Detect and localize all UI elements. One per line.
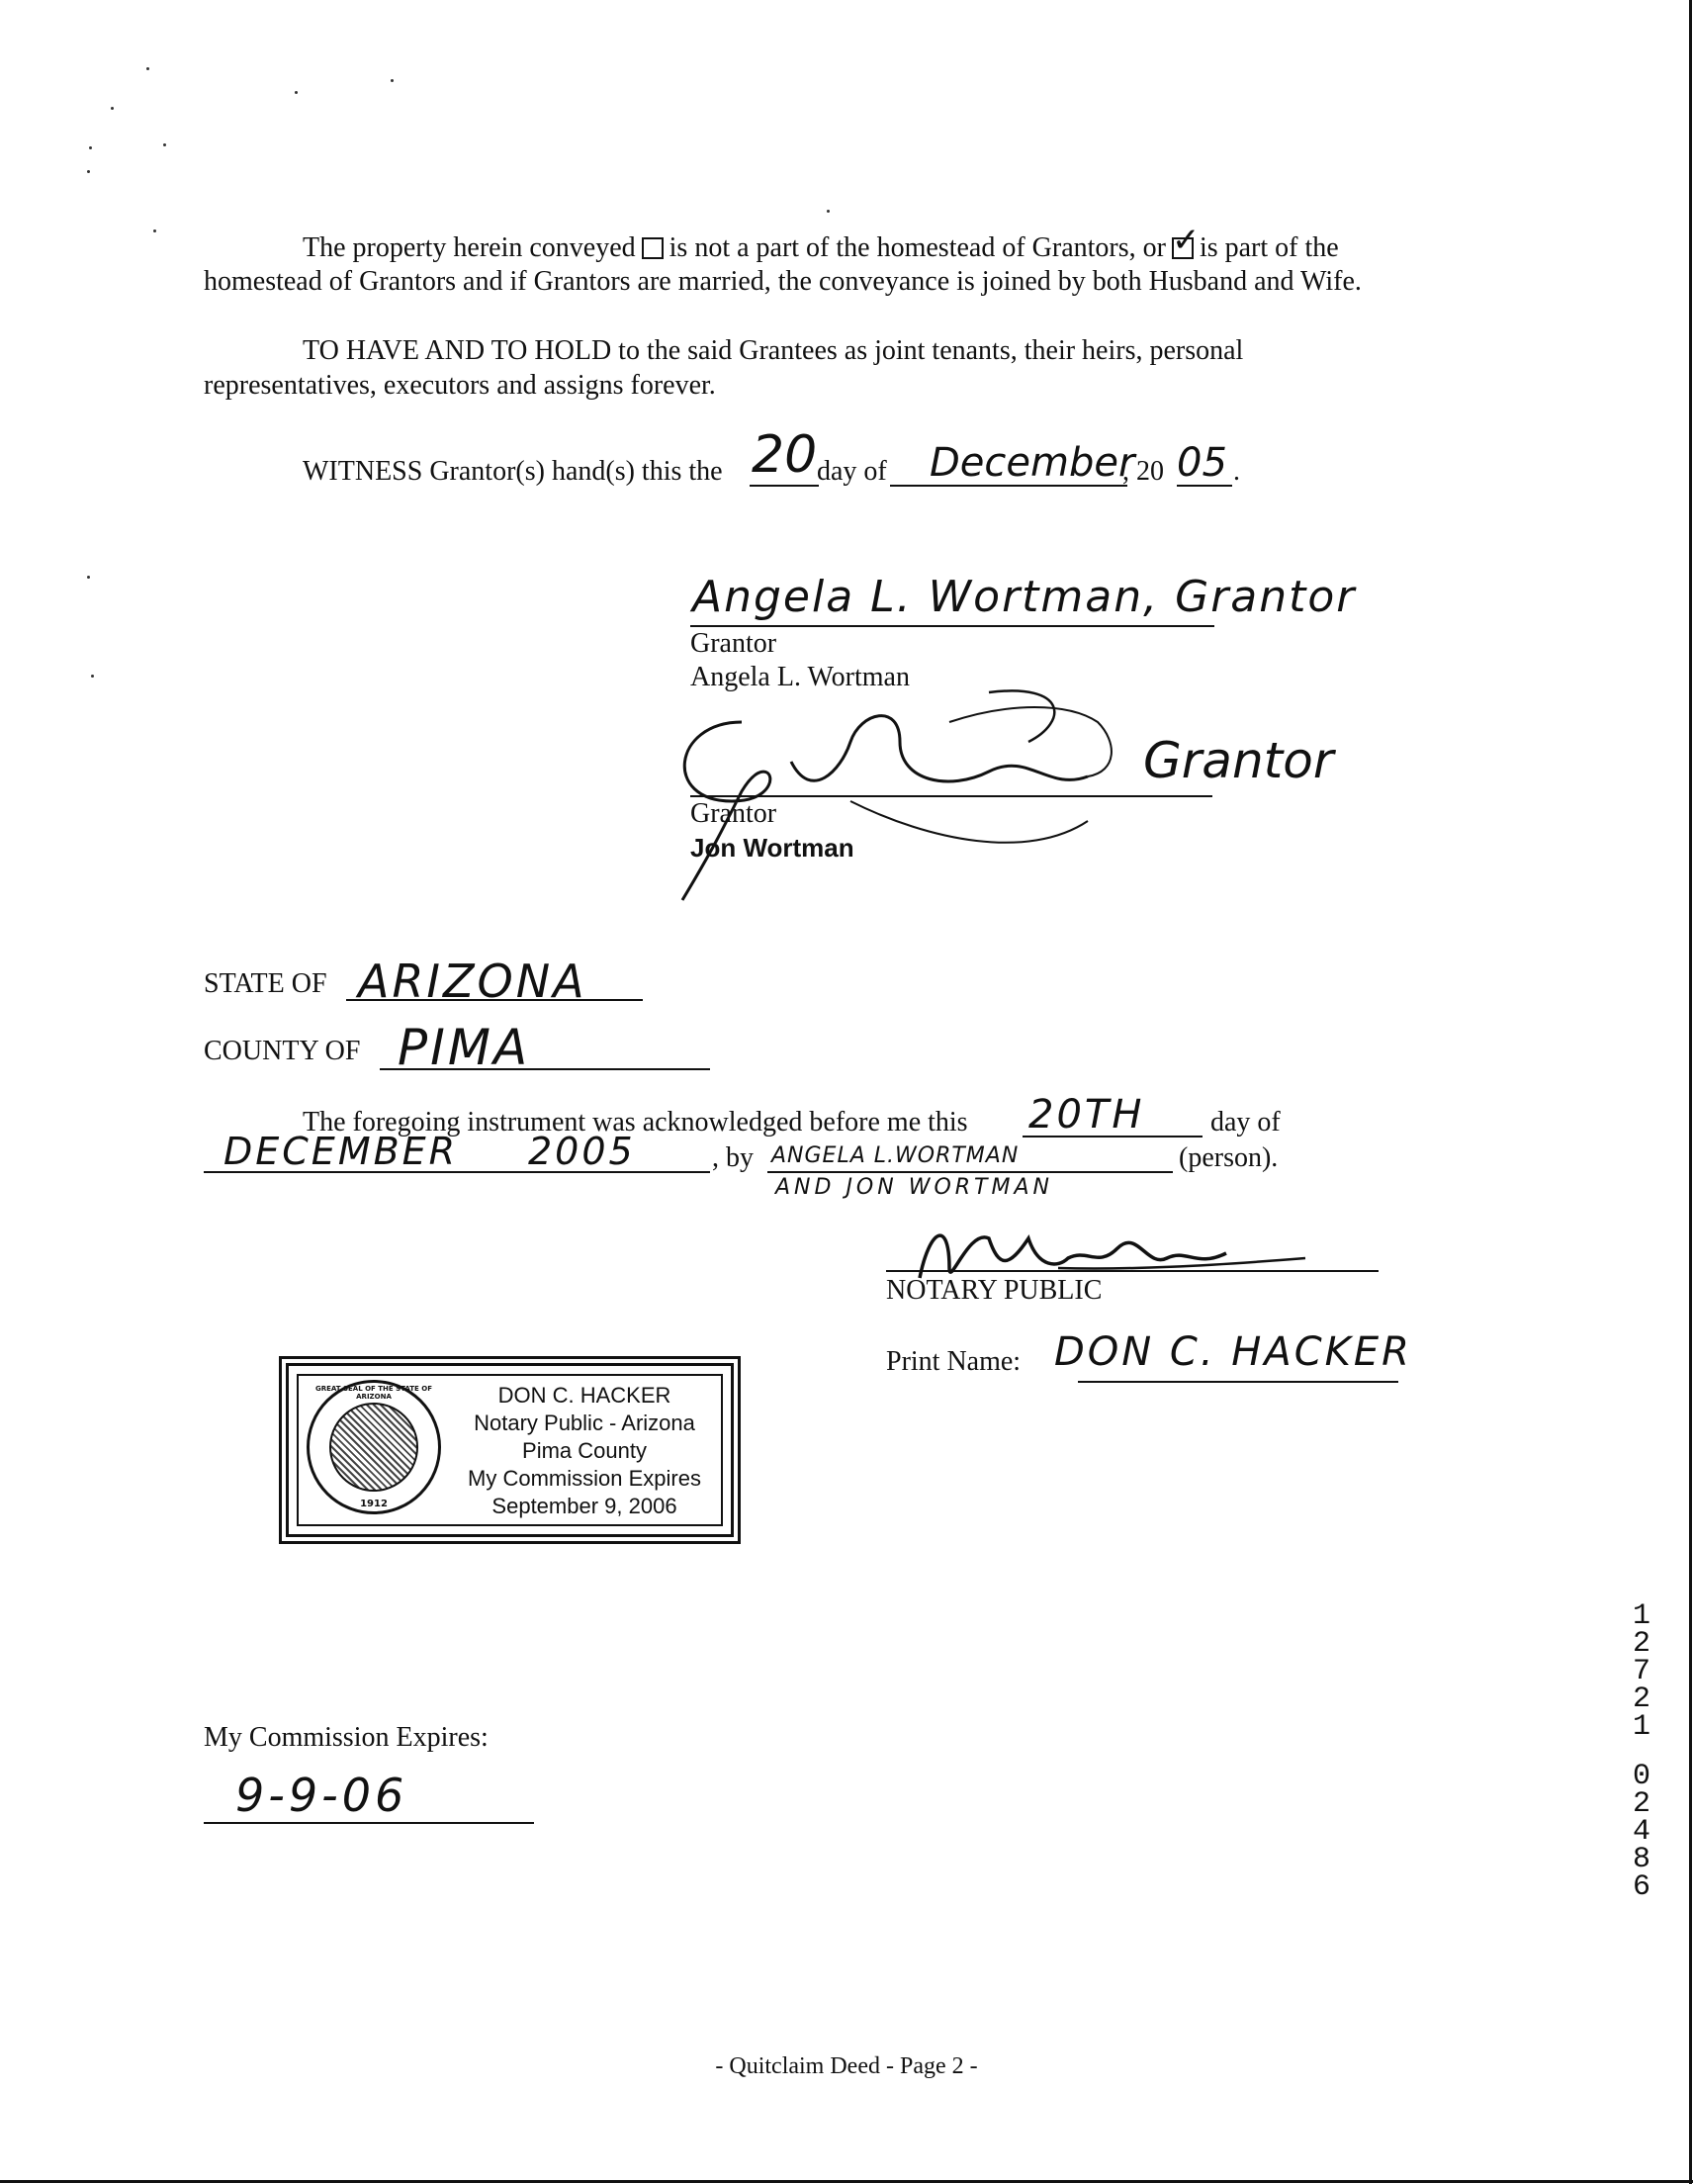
witness-end: . bbox=[1233, 456, 1240, 487]
scan-speck bbox=[146, 67, 149, 70]
county-label: COUNTY OF bbox=[204, 1036, 361, 1066]
recording-number-vertical bbox=[1622, 1599, 1661, 1904]
recording-digit: 2 bbox=[1632, 1683, 1650, 1716]
ack-person: ANGELA L.WORTMAN bbox=[771, 1143, 1020, 1168]
scan-speck bbox=[163, 143, 166, 146]
page-border-bottom bbox=[0, 2180, 1693, 2183]
page-border-right bbox=[1689, 0, 1692, 2184]
recording-digit: 2 bbox=[1632, 1627, 1650, 1661]
grantor1-label: Grantor bbox=[690, 628, 777, 659]
recording-digit: 2 bbox=[1632, 1787, 1650, 1821]
not-homestead-checkbox[interactable] bbox=[642, 237, 664, 259]
commission-line bbox=[204, 1822, 534, 1824]
notary-public-label: NOTARY PUBLIC bbox=[886, 1275, 1103, 1306]
scan-speck bbox=[391, 79, 394, 82]
is-homestead-checkbox[interactable] bbox=[1172, 237, 1194, 259]
ack-person-suffix: (person). bbox=[1179, 1142, 1279, 1173]
county-value: PIMA bbox=[398, 1019, 531, 1076]
recording-digit: 8 bbox=[1632, 1843, 1650, 1876]
seal-line-expires-date: September 9, 2006 bbox=[491, 1494, 677, 1518]
recording-digit: 7 bbox=[1632, 1655, 1650, 1688]
ack-month: DECEMBER bbox=[223, 1130, 459, 1173]
homestead-line-1 bbox=[303, 231, 1339, 265]
ack-year: 2005 bbox=[528, 1130, 636, 1173]
print-name-label: Print Name: bbox=[886, 1346, 1022, 1377]
scan-speck bbox=[295, 91, 298, 94]
witness-month: December bbox=[930, 440, 1135, 486]
seal-line-county: Pima County bbox=[522, 1438, 647, 1463]
ack-person-line bbox=[767, 1171, 1173, 1173]
witness-day: 20 bbox=[752, 425, 818, 485]
grantor1-signature: Angela L. Wortman, Grantor bbox=[692, 572, 1357, 622]
notary-signature-line bbox=[886, 1270, 1379, 1272]
state-seal-icon bbox=[307, 1380, 441, 1514]
recording-digit: 0 bbox=[1632, 1760, 1650, 1793]
ack-day-of: day of bbox=[1210, 1107, 1281, 1138]
ack-person-2: AND JON WORTMAN bbox=[775, 1175, 1053, 1200]
ack-by: , by bbox=[712, 1142, 754, 1173]
scan-speck bbox=[91, 675, 94, 678]
print-name-line bbox=[1078, 1381, 1398, 1383]
commission-value: 9-9-06 bbox=[235, 1769, 408, 1822]
state-seal-ring-text: GREAT SEAL OF THE STATE OF ARIZONA bbox=[314, 1385, 433, 1401]
commission-label: My Commission Expires: bbox=[204, 1722, 489, 1753]
recording-digit: 1 bbox=[1632, 1599, 1650, 1633]
seal-line-expires-label: My Commission Expires bbox=[468, 1466, 701, 1491]
grantor2-signature-suffix: Grantor bbox=[1143, 732, 1334, 789]
scan-speck bbox=[87, 576, 90, 579]
state-seal-center bbox=[329, 1403, 418, 1492]
homestead-text-b: is not a part of the homestead of Grantors, or bbox=[668, 232, 1166, 263]
habendum-line-1: TO HAVE AND TO HOLD to the said Grantees as joint tenants, their heirs, personal bbox=[303, 335, 1244, 366]
seal-line-name: DON C. HACKER bbox=[497, 1383, 671, 1408]
witness-prefix: WITNESS Grantor(s) hand(s) this the bbox=[303, 456, 723, 487]
state-value: ARIZONA bbox=[358, 955, 587, 1008]
grantor2-label: Grantor bbox=[690, 798, 777, 829]
ack-day: 20TH bbox=[1028, 1092, 1145, 1138]
state-seal-year: 1912 bbox=[360, 1499, 388, 1509]
witness-year-prefix: , 20 bbox=[1122, 456, 1164, 487]
scan-speck bbox=[89, 146, 92, 149]
grantor2-name: Jon Wortman bbox=[690, 833, 854, 863]
scan-speck bbox=[87, 170, 90, 173]
homestead-text-c: is part of the bbox=[1199, 232, 1339, 263]
grantor1-name: Angela L. Wortman bbox=[690, 662, 910, 692]
recording-digit: 1 bbox=[1632, 1710, 1650, 1744]
scan-speck bbox=[153, 229, 156, 232]
recording-digit: 4 bbox=[1632, 1815, 1650, 1849]
scan-speck bbox=[827, 210, 830, 213]
witness-day-line bbox=[750, 485, 819, 487]
homestead-text-a: The property herein conveyed bbox=[303, 232, 636, 263]
seal-text-block bbox=[452, 1382, 717, 1520]
notary-seal-stamp bbox=[286, 1363, 734, 1537]
print-name-value: DON C. HACKER bbox=[1054, 1329, 1412, 1375]
seal-line-title: Notary Public - Arizona bbox=[474, 1410, 695, 1435]
ack-prefix: The foregoing instrument was acknowledged before me this bbox=[303, 1107, 968, 1138]
page-footer: - Quitclaim Deed - Page 2 - bbox=[715, 2053, 978, 2079]
scan-speck bbox=[111, 107, 114, 110]
homestead-line-2: homestead of Grantors and if Grantors are married, the conveyance is joined by both Husband and Wife. bbox=[204, 266, 1362, 297]
recording-digit: 6 bbox=[1632, 1870, 1650, 1904]
habendum-line-2: representatives, executors and assigns forever. bbox=[204, 370, 716, 401]
witness-year: 05 bbox=[1177, 440, 1227, 486]
state-label: STATE OF bbox=[204, 968, 327, 999]
witness-day-of: day of bbox=[817, 456, 887, 487]
